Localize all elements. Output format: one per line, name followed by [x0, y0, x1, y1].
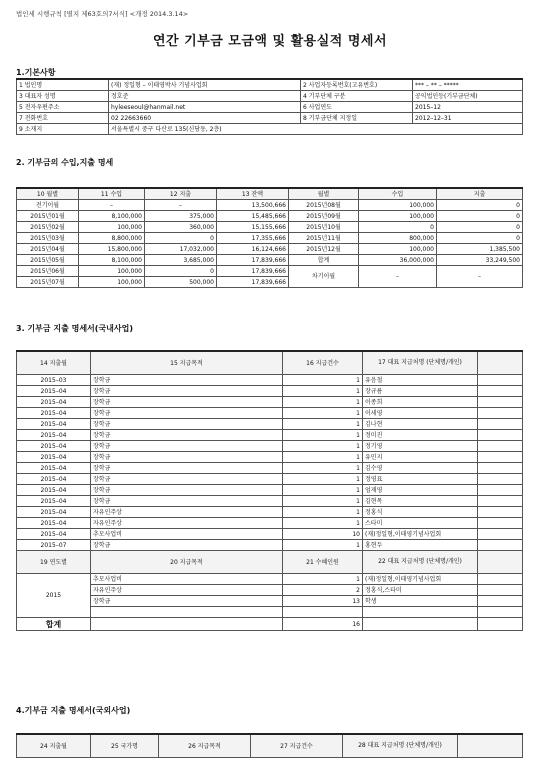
extra-cell — [478, 474, 523, 485]
month-cell: 2015–04 — [17, 474, 91, 485]
overseas-header-extra — [458, 734, 523, 758]
month-cell: 2015–04 — [17, 386, 91, 397]
income-row — [17, 211, 523, 222]
summary-row — [17, 596, 523, 607]
extra-cell — [478, 496, 523, 507]
recipient-cell: 이종희 — [363, 397, 478, 408]
purpose-cell: 장학금 — [91, 419, 283, 430]
recipient-cell: 스타미 — [363, 518, 478, 529]
income-cell: 15,800,000 — [79, 244, 145, 255]
month-cell: 2015년05월 — [17, 255, 79, 266]
expense-cell: 3,685,000 — [145, 255, 217, 266]
expense-cell: 1,385,500 — [437, 244, 523, 255]
extra-cell — [478, 397, 523, 408]
extra-cell — [478, 463, 523, 474]
basic-info-row — [17, 91, 523, 102]
domestic-row — [17, 507, 523, 518]
column-header: 12 지출 — [145, 188, 217, 200]
balance-cell: 16,124,666 — [217, 244, 289, 255]
extra-cell — [478, 408, 523, 419]
income-cell: 0 — [359, 222, 437, 233]
count-cell: 1 — [283, 496, 363, 507]
income-row — [17, 255, 523, 266]
summary-header-row — [17, 551, 523, 574]
month-cell: 2015년04월 — [17, 244, 79, 255]
count-cell: 1 — [283, 375, 363, 386]
column-header: 월별 — [289, 188, 359, 200]
purpose-cell: 장학금 — [91, 441, 283, 452]
column-header-extra — [478, 351, 523, 375]
summary-row — [17, 574, 523, 585]
month-cell: 2015년10월 — [289, 222, 359, 233]
balance-cell: 15,485,666 — [217, 211, 289, 222]
count-cell: 1 — [283, 397, 363, 408]
extra-cell — [478, 375, 523, 386]
balance-cell: 17,839,666 — [217, 277, 289, 288]
domestic-row — [17, 496, 523, 507]
extra-cell — [478, 607, 523, 618]
month-cell: 합계 — [289, 255, 359, 266]
overseas-header-purpose: 26 지급목적 — [159, 734, 251, 758]
month-cell: 2015–04 — [17, 496, 91, 507]
count-cell: 1 — [283, 419, 363, 430]
field-label: 7 전화번호 — [17, 113, 109, 124]
domestic-row — [17, 529, 523, 540]
month-cell: 2015년11월 — [289, 233, 359, 244]
column-header: 19 연도별 — [17, 551, 91, 574]
count-cell: 1 — [283, 463, 363, 474]
domestic-row — [17, 397, 523, 408]
expense-cell: 17,032,000 — [145, 244, 217, 255]
overseas-header-recipient: 28 대표 지급처명 (단체명/개인) — [343, 734, 458, 758]
domestic-row — [17, 463, 523, 474]
income-expense-table — [16, 187, 523, 288]
expense-cell: 33,249,500 — [437, 255, 523, 266]
field-label: 4 기부단체 구분 — [301, 91, 413, 102]
domestic-row — [17, 419, 523, 430]
field-label: 9 소재지 — [17, 124, 109, 135]
field-value: 02 22663660 — [109, 113, 301, 124]
count-cell: 1 — [283, 474, 363, 485]
carry-over-expense: – — [437, 266, 523, 288]
count-cell: 10 — [283, 529, 363, 540]
income-cell: 8,800,000 — [79, 233, 145, 244]
purpose-cell: 장학금 — [91, 375, 283, 386]
expense-cell: 360,000 — [145, 222, 217, 233]
total-spacer — [91, 618, 283, 631]
domestic-expense-table — [16, 350, 523, 631]
purpose-cell: 장학금 — [91, 463, 283, 474]
count-cell: 1 — [283, 540, 363, 551]
extra-cell — [478, 518, 523, 529]
domestic-row — [17, 452, 523, 463]
domestic-row — [17, 485, 523, 496]
overseas-header-count: 27 지급건수 — [251, 734, 343, 758]
balance-cell: 17,355,666 — [217, 233, 289, 244]
recipient-cell: (재)정일형,이태영기념사업회 — [363, 529, 478, 540]
field-value: (재) 정일형 – 이태영박사 기념사업회 — [109, 79, 301, 91]
expense-cell: 0 — [437, 222, 523, 233]
month-cell: 2015년03월 — [17, 233, 79, 244]
field-value: *** – ** – ***** — [413, 79, 523, 91]
income-row — [17, 233, 523, 244]
income-cell: 100,000 — [79, 277, 145, 288]
purpose-cell: 장학금 — [91, 540, 283, 551]
count-cell: 1 — [283, 430, 363, 441]
column-header: 13 잔액 — [217, 188, 289, 200]
purpose-cell: 장학금 — [91, 474, 283, 485]
extra-cell — [478, 485, 523, 496]
summary-row — [17, 585, 523, 596]
field-value: 2015–12 — [413, 102, 523, 113]
month-cell: 2015–04 — [17, 441, 91, 452]
extra-cell — [478, 574, 523, 585]
total-value: 16 — [283, 618, 363, 631]
purpose-cell: 장학금 — [91, 397, 283, 408]
section-domestic-title: 3. 기부금 지출 명세서(국내사업) — [16, 324, 134, 333]
month-cell: 2015–04 — [17, 463, 91, 474]
extra-cell — [478, 585, 523, 596]
column-header: 22 대표 지급처명 (단체명/개인) — [363, 551, 478, 574]
count-cell: 1 — [283, 386, 363, 397]
document-title: 연간 기부금 모금액 및 활용실적 명세서 — [152, 34, 388, 49]
extra-cell — [478, 529, 523, 540]
field-value: 2012–12–31 — [413, 113, 523, 124]
carry-over-label: 차기이월 — [289, 266, 359, 288]
recipient-cell — [363, 607, 478, 618]
month-cell: 2015–04 — [17, 430, 91, 441]
extra-cell — [478, 507, 523, 518]
recipient-cell: 김나현 — [363, 419, 478, 430]
column-header: 21 수혜인원 — [283, 551, 363, 574]
recipient-cell: 정기영 — [363, 441, 478, 452]
field-label: 8 기부금단체 지정일 — [301, 113, 413, 124]
column-header: 수입 — [359, 188, 437, 200]
month-cell: 2015–04 — [17, 529, 91, 540]
month-cell: 전기이월 — [17, 200, 79, 211]
month-cell: 2015년12월 — [289, 244, 359, 255]
domestic-row — [17, 518, 523, 529]
count-cell: 1 — [283, 574, 363, 585]
field-value: hyleeseoul@hanmail.net — [109, 102, 301, 113]
recipient-cell: 정영표 — [363, 474, 478, 485]
domestic-row — [17, 540, 523, 551]
income-header-row — [17, 188, 523, 200]
extra-cell — [478, 419, 523, 430]
income-row — [17, 200, 523, 211]
recipient-cell: 이세영 — [363, 408, 478, 419]
column-header: 지출 — [437, 188, 523, 200]
expense-cell: 500,000 — [145, 277, 217, 288]
address-value: 서울특별시 중구 다산로 135(신당동, 2층) — [109, 124, 523, 135]
domestic-row — [17, 441, 523, 452]
purpose-cell: 장학금 — [91, 452, 283, 463]
summary-row — [17, 607, 523, 618]
expense-cell: 0 — [145, 266, 217, 277]
column-header: 10 월별 — [17, 188, 79, 200]
purpose-cell: 추모사업비 — [91, 574, 283, 585]
total-row — [17, 618, 523, 631]
purpose-cell: 자유인주상 — [91, 585, 283, 596]
month-cell: 2015–03 — [17, 375, 91, 386]
recipient-cell: 엄재영 — [363, 485, 478, 496]
field-label: 1 법인명 — [17, 79, 109, 91]
count-cell — [283, 607, 363, 618]
month-cell: 2015–07 — [17, 540, 91, 551]
field-label: 2 사업자등록번호(고유번호) — [301, 79, 413, 91]
domestic-row — [17, 375, 523, 386]
recipient-cell: (재)정일형,이태영기념사업회 — [363, 574, 478, 585]
field-label: 5 전자우편주소 — [17, 102, 109, 113]
domestic-row — [17, 474, 523, 485]
income-cell: 36,000,000 — [359, 255, 437, 266]
purpose-cell: 장학금 — [91, 386, 283, 397]
recipient-cell: 장규름 — [363, 386, 478, 397]
recipient-cell: 학생 — [363, 596, 478, 607]
domestic-header-row — [17, 351, 523, 375]
month-cell: 2015–04 — [17, 452, 91, 463]
column-header: 15 지급목적 — [91, 351, 283, 375]
purpose-cell: 추모사업비 — [91, 529, 283, 540]
income-cell: 100,000 — [79, 266, 145, 277]
count-cell: 1 — [283, 452, 363, 463]
column-header: 14 지출월 — [17, 351, 91, 375]
expense-cell: 0 — [437, 211, 523, 222]
basic-info-row — [17, 102, 523, 113]
recipient-cell: 김현목 — [363, 496, 478, 507]
month-cell: 2015–04 — [17, 397, 91, 408]
column-header-extra — [478, 551, 523, 574]
count-cell: 1 — [283, 408, 363, 419]
field-label: 6 사업연도 — [301, 102, 413, 113]
overseas-header-month: 24 지출월 — [17, 734, 91, 758]
column-header: 11 수입 — [79, 188, 145, 200]
count-cell: 1 — [283, 518, 363, 529]
field-value: 정호준 — [109, 91, 301, 102]
income-cell: 100,000 — [359, 200, 437, 211]
purpose-cell: 자유인주상 — [91, 518, 283, 529]
month-cell: 2015–04 — [17, 419, 91, 430]
count-cell: 1 — [283, 485, 363, 496]
purpose-cell: 장학금 — [91, 408, 283, 419]
income-row — [17, 222, 523, 233]
section-overseas-title: 4.기부금 지출 명세서(국외사업) — [16, 706, 131, 715]
income-cell: 100,000 — [79, 222, 145, 233]
basic-info-row — [17, 79, 523, 91]
month-cell: 2015년07월 — [17, 277, 79, 288]
expense-cell: 0 — [437, 233, 523, 244]
month-cell: 2015–04 — [17, 408, 91, 419]
count-cell: 2 — [283, 585, 363, 596]
column-header: 16 지급건수 — [283, 351, 363, 375]
column-header: 17 대표 지급처명 (단체명/개인) — [363, 351, 478, 375]
month-cell: 2015–04 — [17, 507, 91, 518]
field-value: 공익법인등(기부금단체) — [413, 91, 523, 102]
domestic-row — [17, 386, 523, 397]
section-income-title: 2. 기부금의 수입,지출 명세 — [16, 158, 114, 167]
expense-cell: 375,000 — [145, 211, 217, 222]
form-reference-note: 법인세 시행규칙 [별지 제63호의7서식] <개정 2014.3.14> — [16, 10, 189, 18]
carry-over-income: – — [359, 266, 437, 288]
expense-cell: – — [145, 200, 217, 211]
field-label: 3 대표자 성명 — [17, 91, 109, 102]
total-spacer — [478, 618, 523, 631]
balance-cell: 13,500,666 — [217, 200, 289, 211]
income-row — [17, 244, 523, 255]
month-cell: 2015년02월 — [17, 222, 79, 233]
extra-cell — [478, 452, 523, 463]
recipient-cell: 유민지 — [363, 452, 478, 463]
income-row — [17, 266, 523, 277]
domestic-row — [17, 430, 523, 441]
purpose-cell: 자유인주상 — [91, 507, 283, 518]
total-spacer — [363, 618, 478, 631]
extra-cell — [478, 386, 523, 397]
purpose-cell: 장학금 — [91, 496, 283, 507]
income-cell: 100,000 — [359, 244, 437, 255]
recipient-cell: 정홍식 — [363, 507, 478, 518]
income-cell: 8,100,000 — [79, 211, 145, 222]
month-cell: 2015년01월 — [17, 211, 79, 222]
basic-info-table — [16, 78, 523, 135]
extra-cell — [478, 441, 523, 452]
expense-cell: 0 — [437, 200, 523, 211]
month-cell: 2015년09월 — [289, 211, 359, 222]
extra-cell — [478, 540, 523, 551]
total-label: 합계 — [17, 618, 91, 631]
count-cell: 1 — [283, 441, 363, 452]
balance-cell: 17,839,666 — [217, 266, 289, 277]
recipient-cell: 김수영 — [363, 463, 478, 474]
balance-cell: 15,155,666 — [217, 222, 289, 233]
overseas-header-country: 25 국가명 — [91, 734, 159, 758]
basic-info-row — [17, 124, 523, 135]
expense-cell: 0 — [145, 233, 217, 244]
income-cell: 100,000 — [359, 211, 437, 222]
purpose-cell — [91, 607, 283, 618]
purpose-cell: 장학금 — [91, 596, 283, 607]
balance-cell: 17,839,666 — [217, 255, 289, 266]
domestic-row — [17, 408, 523, 419]
section-basic-title: 1.기본사항 — [16, 68, 56, 77]
month-cell: 2015–04 — [17, 485, 91, 496]
overseas-expense-table — [16, 733, 523, 758]
recipient-cell: 정미진 — [363, 430, 478, 441]
column-header: 20 지급목적 — [91, 551, 283, 574]
month-cell: 2015년08월 — [289, 200, 359, 211]
income-cell: 800,000 — [359, 233, 437, 244]
recipient-cell: 정홍식,스타미 — [363, 585, 478, 596]
count-cell: 13 — [283, 596, 363, 607]
month-cell: 2015–04 — [17, 518, 91, 529]
extra-cell — [478, 596, 523, 607]
purpose-cell: 장학금 — [91, 430, 283, 441]
extra-cell — [478, 430, 523, 441]
income-cell: – — [79, 200, 145, 211]
purpose-cell: 장학금 — [91, 485, 283, 496]
basic-info-row — [17, 113, 523, 124]
count-cell: 1 — [283, 507, 363, 518]
year-cell: 2015 — [17, 574, 91, 618]
recipient-cell: 홍현두 — [363, 540, 478, 551]
income-cell: 8,100,000 — [79, 255, 145, 266]
recipient-cell: 유음철 — [363, 375, 478, 386]
month-cell: 2015년06월 — [17, 266, 79, 277]
